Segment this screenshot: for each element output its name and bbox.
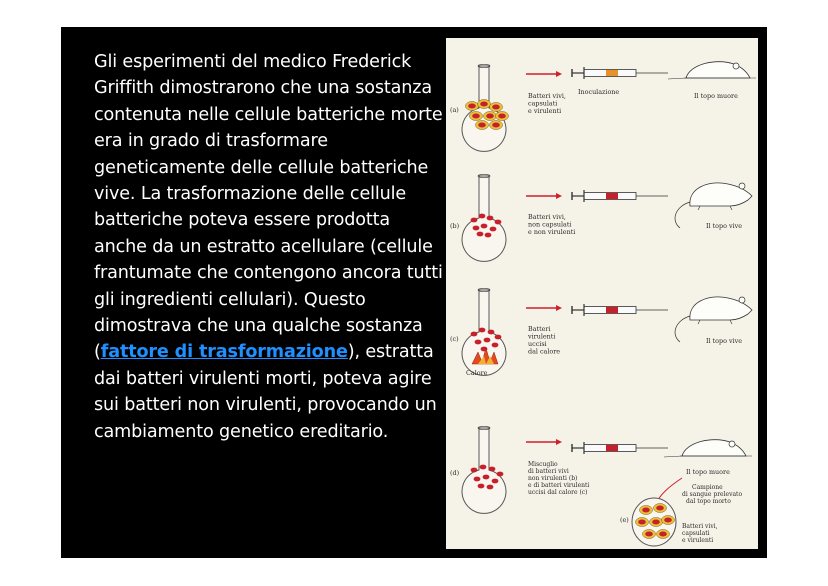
panel-label: (a) (450, 106, 459, 114)
body-paragraph (94, 49, 446, 445)
outcome-label: Il topo vive (706, 222, 743, 230)
outcome-label: Il topo muore (694, 92, 738, 100)
bacteria-label: Batteri virulenti uccisi dal calore (528, 325, 561, 356)
panel-c (450, 288, 752, 377)
griffith-experiment-figure (446, 38, 758, 549)
panel-label: (e) (620, 516, 629, 524)
panel-a (450, 62, 756, 152)
bacteria-label: Miscuglio di batteri vivi non virulenti (b) e di batteri virulenti uccisi dal calore (c) (528, 461, 590, 496)
paragraph-text-before: Gli esperimenti del medico Frederick Griffith dimostrarono che una sostanza contenuta nelle cellule batteriche morte era in grado di trasformare geneticamente delle cellule batteriche vive. La trasformazione delle cellule batteriche poteva essere prodotta anche da un estratto acellulare (cellule frantumate che contengono ancora tutti gli ingredienti cellulari). Questo dimostrava che una qualche sostanza ( (94, 52, 443, 363)
outcome-label: Il topo vive (706, 337, 743, 345)
panel-label: (d) (450, 469, 460, 477)
slide (61, 27, 767, 558)
bacteria-label: Batteri vivi, capsulati e virulenti (682, 523, 718, 544)
bacteria-label: Batteri vivi, capsulati e virulenti (528, 92, 566, 115)
transforming-factor-link[interactable]: fattore di trasformazione (100, 342, 348, 363)
panel-b (450, 174, 752, 261)
panel-label: (b) (450, 222, 460, 230)
step-label: Inoculazione (578, 88, 620, 96)
panel-d (450, 426, 752, 513)
heat-label: Calore (466, 369, 488, 377)
outcome-label: Il topo muore (686, 468, 730, 476)
blood-sample-label: Campione di sangue prelevato dal topo morto (682, 484, 743, 505)
panel-e (620, 498, 718, 546)
panel-label: (c) (450, 335, 459, 343)
bacteria-label: Batteri vivi, non capsulati e non virulenti (528, 213, 576, 236)
paragraph-text-after: ), estratta dai batteri virulenti morti, poteva agire sui batteri non virulenti, provocando un cambiamento genetico ereditario. (94, 342, 437, 442)
